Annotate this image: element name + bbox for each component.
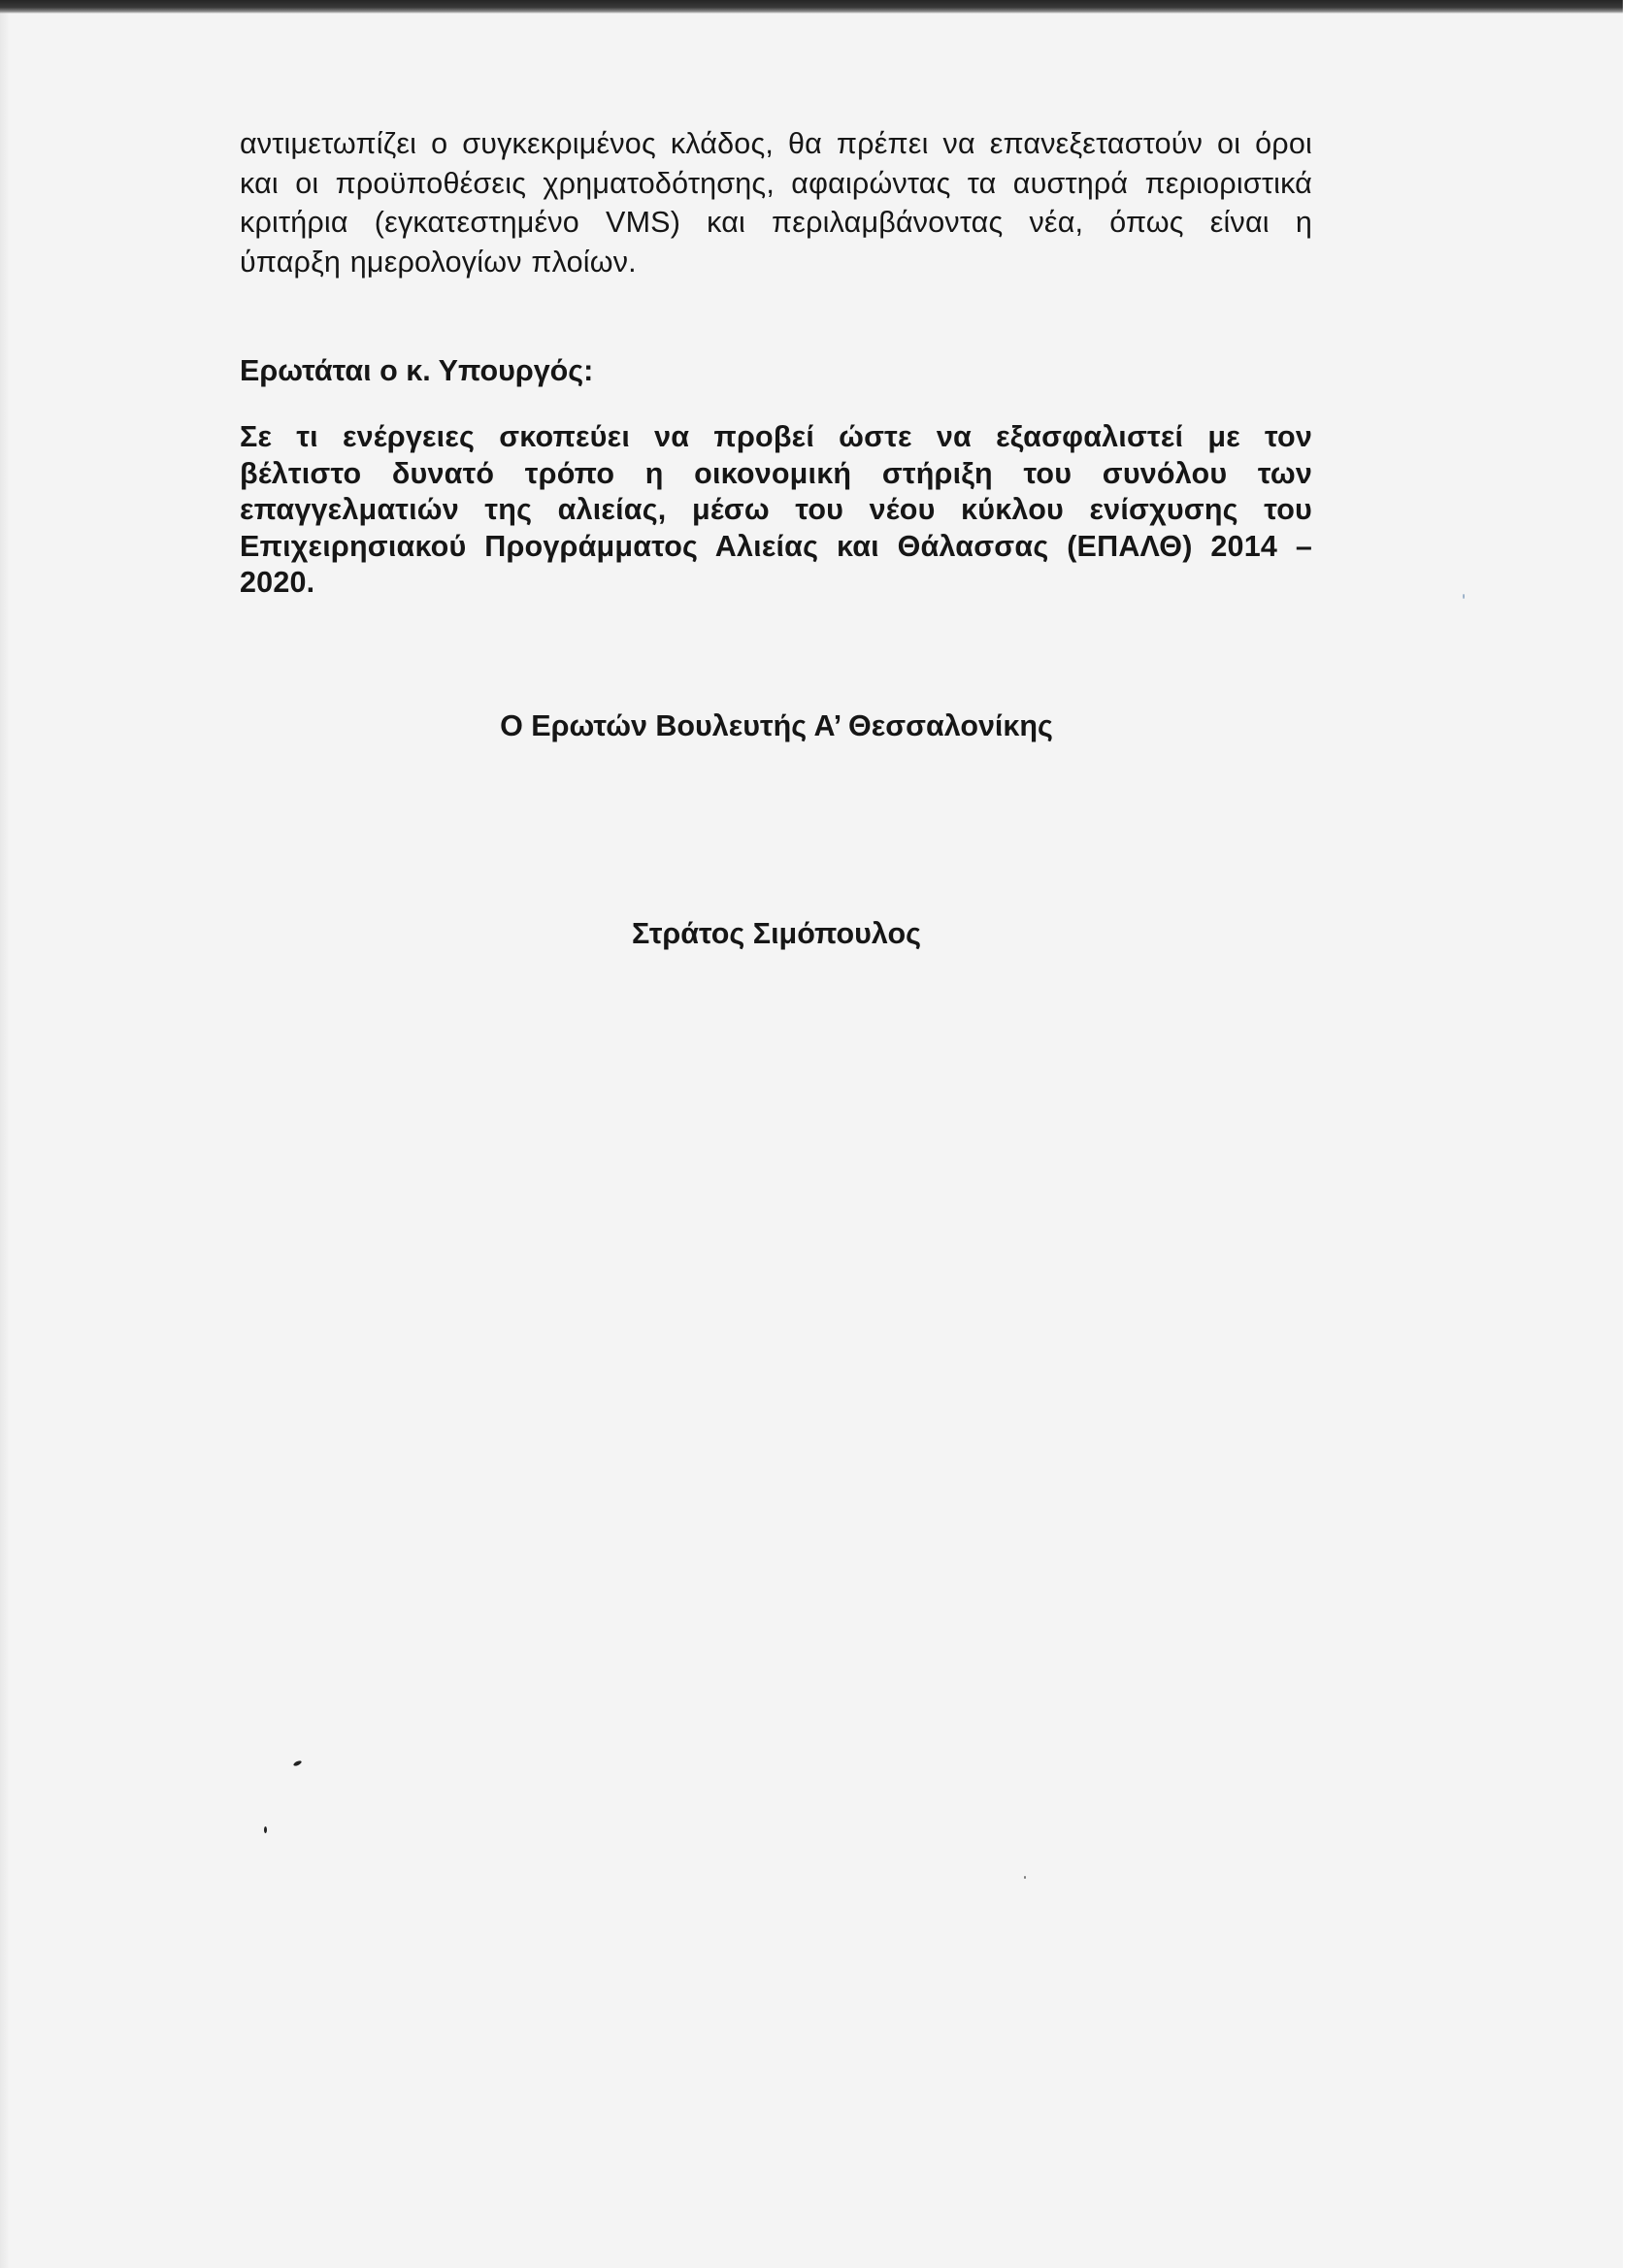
question-line: βέλτιστο δυνατό τρόπο η οικονομική στήριξη του συνόλου των bbox=[240, 456, 1312, 490]
intro-line: και οι προϋποθέσεις χρηματοδότησης, αφαιρώντας τα αυστηρά περιοριστικά bbox=[240, 166, 1312, 200]
question-line: Επιχειρησιακού Προγράμματος Αλιείας και Θάλασσας (ΕΠΑΛΘ) 2014 – bbox=[240, 529, 1312, 563]
question-line: 2020. bbox=[240, 566, 315, 599]
signature-name: Στράτος Σιμόπουλος bbox=[632, 917, 921, 950]
question-line: επαγγελματιών της αλιείας, μέσω του νέου κύκλου ενίσχυσης του bbox=[240, 493, 1312, 526]
scan-speck bbox=[1463, 594, 1465, 599]
question-line: Σε τι ενέργειες σκοπεύει να προβεί ώστε να εξασφαλιστεί με τον bbox=[240, 420, 1312, 453]
question-paragraph bbox=[240, 419, 1312, 602]
intro-line: αντιμετωπίζει ο συγκεκριμένος κλάδος, θα πρέπει να επανεξεταστούν οι όροι bbox=[240, 127, 1312, 160]
intro-line: ύπαρξη ημερολογίων πλοίων. bbox=[240, 245, 637, 279]
question-heading: Ερωτάται ο κ. Υπουργός: bbox=[240, 354, 594, 387]
scan-speck bbox=[1024, 1876, 1026, 1879]
scan-speck bbox=[264, 1826, 267, 1833]
signature-title: Ο Ερωτών Βουλευτής Α’ Θεσσαλονίκης bbox=[500, 709, 1053, 742]
intro-paragraph bbox=[240, 124, 1312, 281]
scan-speck bbox=[293, 1759, 303, 1766]
intro-line: κριτήρια (εγκατεστημένο VMS) και περιλαμβάνοντας νέα, όπως είναι η bbox=[240, 206, 1312, 239]
